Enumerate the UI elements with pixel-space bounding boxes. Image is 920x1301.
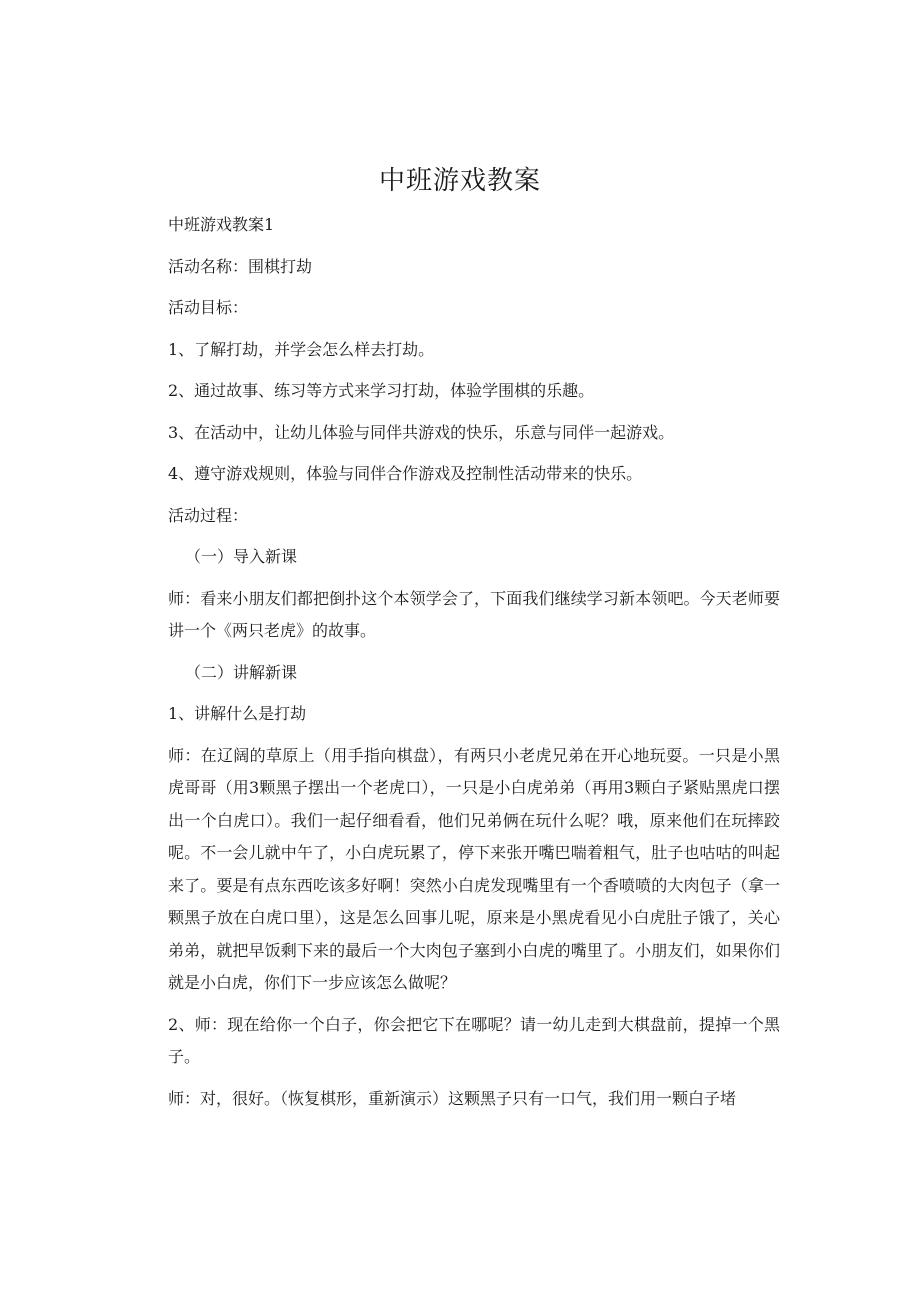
goal-item: 3、在活动中，让幼儿体验与同伴共游戏的快乐，乐意与同伴一起游戏。: [168, 422, 675, 442]
body-paragraph: 师：对，很好。（恢复棋形，重新演示）这颗黑子只有一口气，我们用一颗白子堵: [168, 1088, 737, 1108]
section-heading: （一）导入新课: [185, 547, 298, 566]
goal-item: 4、遵守游戏规则，体验与同伴合作游戏及控制性活动带来的快乐。: [168, 464, 643, 483]
body-paragraph: 师：看来小朋友们都把倒扑这个本领学会了，下面我们继续学习新本领吧。今天老师要讲一个《两只老虎》的故事。: [168, 588, 780, 640]
document-subtitle: 中班游戏教案1: [168, 215, 275, 234]
body-paragraph: 师：在辽阔的草原上（用手指向棋盘），有两只小老虎兄弟在开心地玩耍。一只是小黑虎哥哥（用3颗黑子摆出一个老虎口），一只是小白虎弟弟（再用3颗白子紧贴黑虎口摆出一个白虎口）。我们一起仔细看看，他们兄弟俩在玩什么呢？哦，原来他们在玩摔跤呢。不一会儿就中午了，小白虎玩累了，停下来张开嘴巴喘着粗气，肚子也咕咕的叫起来了。要是有点东西吃该多好啊！突然小白虎发现嘴里有一个香喷喷的大肉包子（拿一颗黑子放在白虎口里），这是怎么回事儿呢，原来是小黑虎看见小白虎肚子饿了，关心弟弟，就把早饭剩下来的最后一个大肉包子塞到小白虎的嘴里了。小朋友们，如果你们就是小白虎，你们下一步应该怎么做呢？: [168, 745, 780, 992]
goal-item: 2、通过故事、练习等方式来学习打劫，体验学围棋的乐趣。: [168, 381, 595, 400]
goal-item: 1、了解打劫，并学会怎么样去打劫。: [168, 339, 435, 359]
section-heading: （二）讲解新课: [185, 662, 298, 682]
body-paragraph: 2、师：现在给你一个白子，你会把它下在哪呢？请一幼儿走到大棋盘前，提掉一个黑子。: [168, 1014, 780, 1066]
page-title: 中班游戏教案: [378, 166, 541, 196]
activity-name: 活动名称：围棋打劫: [168, 256, 313, 276]
document-body: [168, 209, 780, 1124]
point-heading: 1、讲解什么是打劫: [168, 704, 307, 723]
activity-goals-heading: 活动目标：: [168, 298, 249, 317]
process-heading: 活动过程：: [168, 505, 249, 525]
